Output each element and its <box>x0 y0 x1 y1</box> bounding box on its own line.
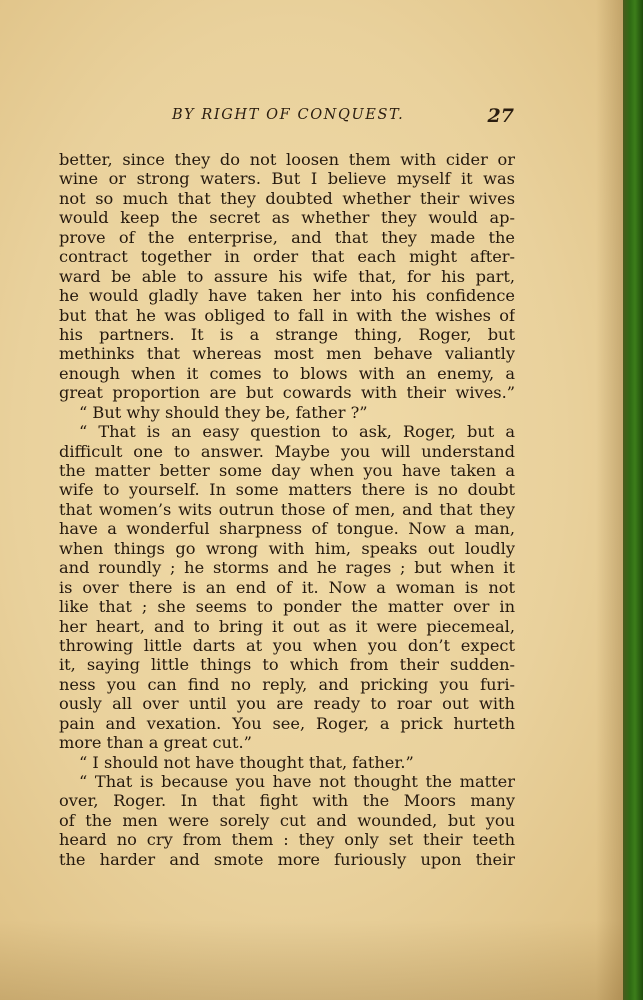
text-line: of the men were sorely cut and wounded, but you <box>59 810 515 830</box>
running-head <box>60 107 514 131</box>
text-line: like that ; she seems to ponder the matter over in <box>59 597 515 617</box>
text-line: is over there is an end of it. Now a woman is not <box>59 577 515 597</box>
running-title: BY RIGHT OF CONQUEST. <box>172 107 405 123</box>
text-line: it, saying little things to which from their sudden- <box>59 655 515 675</box>
text-line: but that he was obliged to fall in with the wishes of <box>59 305 515 325</box>
text-line: and roundly ; he storms and he rages ; but when it <box>59 558 515 578</box>
text-line: difficult one to answer. Maybe you will understand <box>59 441 515 461</box>
text-line: ness you can find no reply, and pricking you furi- <box>59 674 515 694</box>
text-line: would keep the secret as whether they would ap- <box>59 208 515 228</box>
text-line: have a wonderful sharpness of tongue. Now a man, <box>59 519 515 539</box>
text-line: prove of the enterprise, and that they made the <box>59 227 515 247</box>
text-line: when things go wrong with him, speaks out loudly <box>59 538 515 558</box>
text-line: the harder and smote more furiously upon their <box>59 849 515 869</box>
text-line: “ That is because you have not thought the matter <box>79 772 515 791</box>
text-line: over, Roger. In that fight with the Moors many <box>59 791 515 811</box>
text-line: ously all over until you are ready to roar out with <box>59 694 515 714</box>
text-line: throwing little darts at you when you don’t expect <box>59 635 515 655</box>
text-line: “ But why should they be, father ?” <box>79 402 368 422</box>
text-line: “ That is an easy question to ask, Roger, but a <box>79 422 515 442</box>
text-line: ward be able to assure his wife that, for his part, <box>59 266 515 286</box>
text-line: heard no cry from them : they only set their teeth <box>59 830 515 850</box>
text-line: not so much that they doubted whether their wives <box>59 188 515 208</box>
page-bottom-shade <box>0 920 623 1000</box>
text-line: more than a great cut.” <box>59 733 252 753</box>
text-line: his partners. It is a strange thing, Roger, but <box>59 324 515 344</box>
page-number: 27 <box>487 105 514 127</box>
body-text <box>59 150 515 869</box>
text-line: methinks that whereas most men behave valiantly <box>59 344 515 364</box>
text-line: “ I should not have thought that, father.” <box>79 752 414 772</box>
text-line: the matter better some day when you have taken a <box>59 461 515 480</box>
text-line: wife to yourself. In some matters there is no doubt <box>59 480 515 500</box>
book-cover-edge <box>623 0 643 1000</box>
text-line: he would gladly have taken her into his confidence <box>59 286 515 306</box>
text-line: her heart, and to bring it out as it were piecemeal, <box>59 616 515 636</box>
text-line: great proportion are but cowards with their wives.” <box>59 383 515 403</box>
text-line: better, since they do not loosen them with cider or <box>59 150 515 169</box>
text-line: enough when it comes to blows with an enemy, a <box>59 363 515 383</box>
text-line: pain and vexation. You see, Roger, a prick hurteth <box>59 713 515 733</box>
text-line: that women’s wits outrun those of men, and that they <box>59 499 515 519</box>
page-gutter-shadow <box>596 0 626 1000</box>
text-line: contract together in order that each might after- <box>59 247 515 267</box>
text-line: wine or strong waters. But I believe myself it was <box>59 169 515 189</box>
